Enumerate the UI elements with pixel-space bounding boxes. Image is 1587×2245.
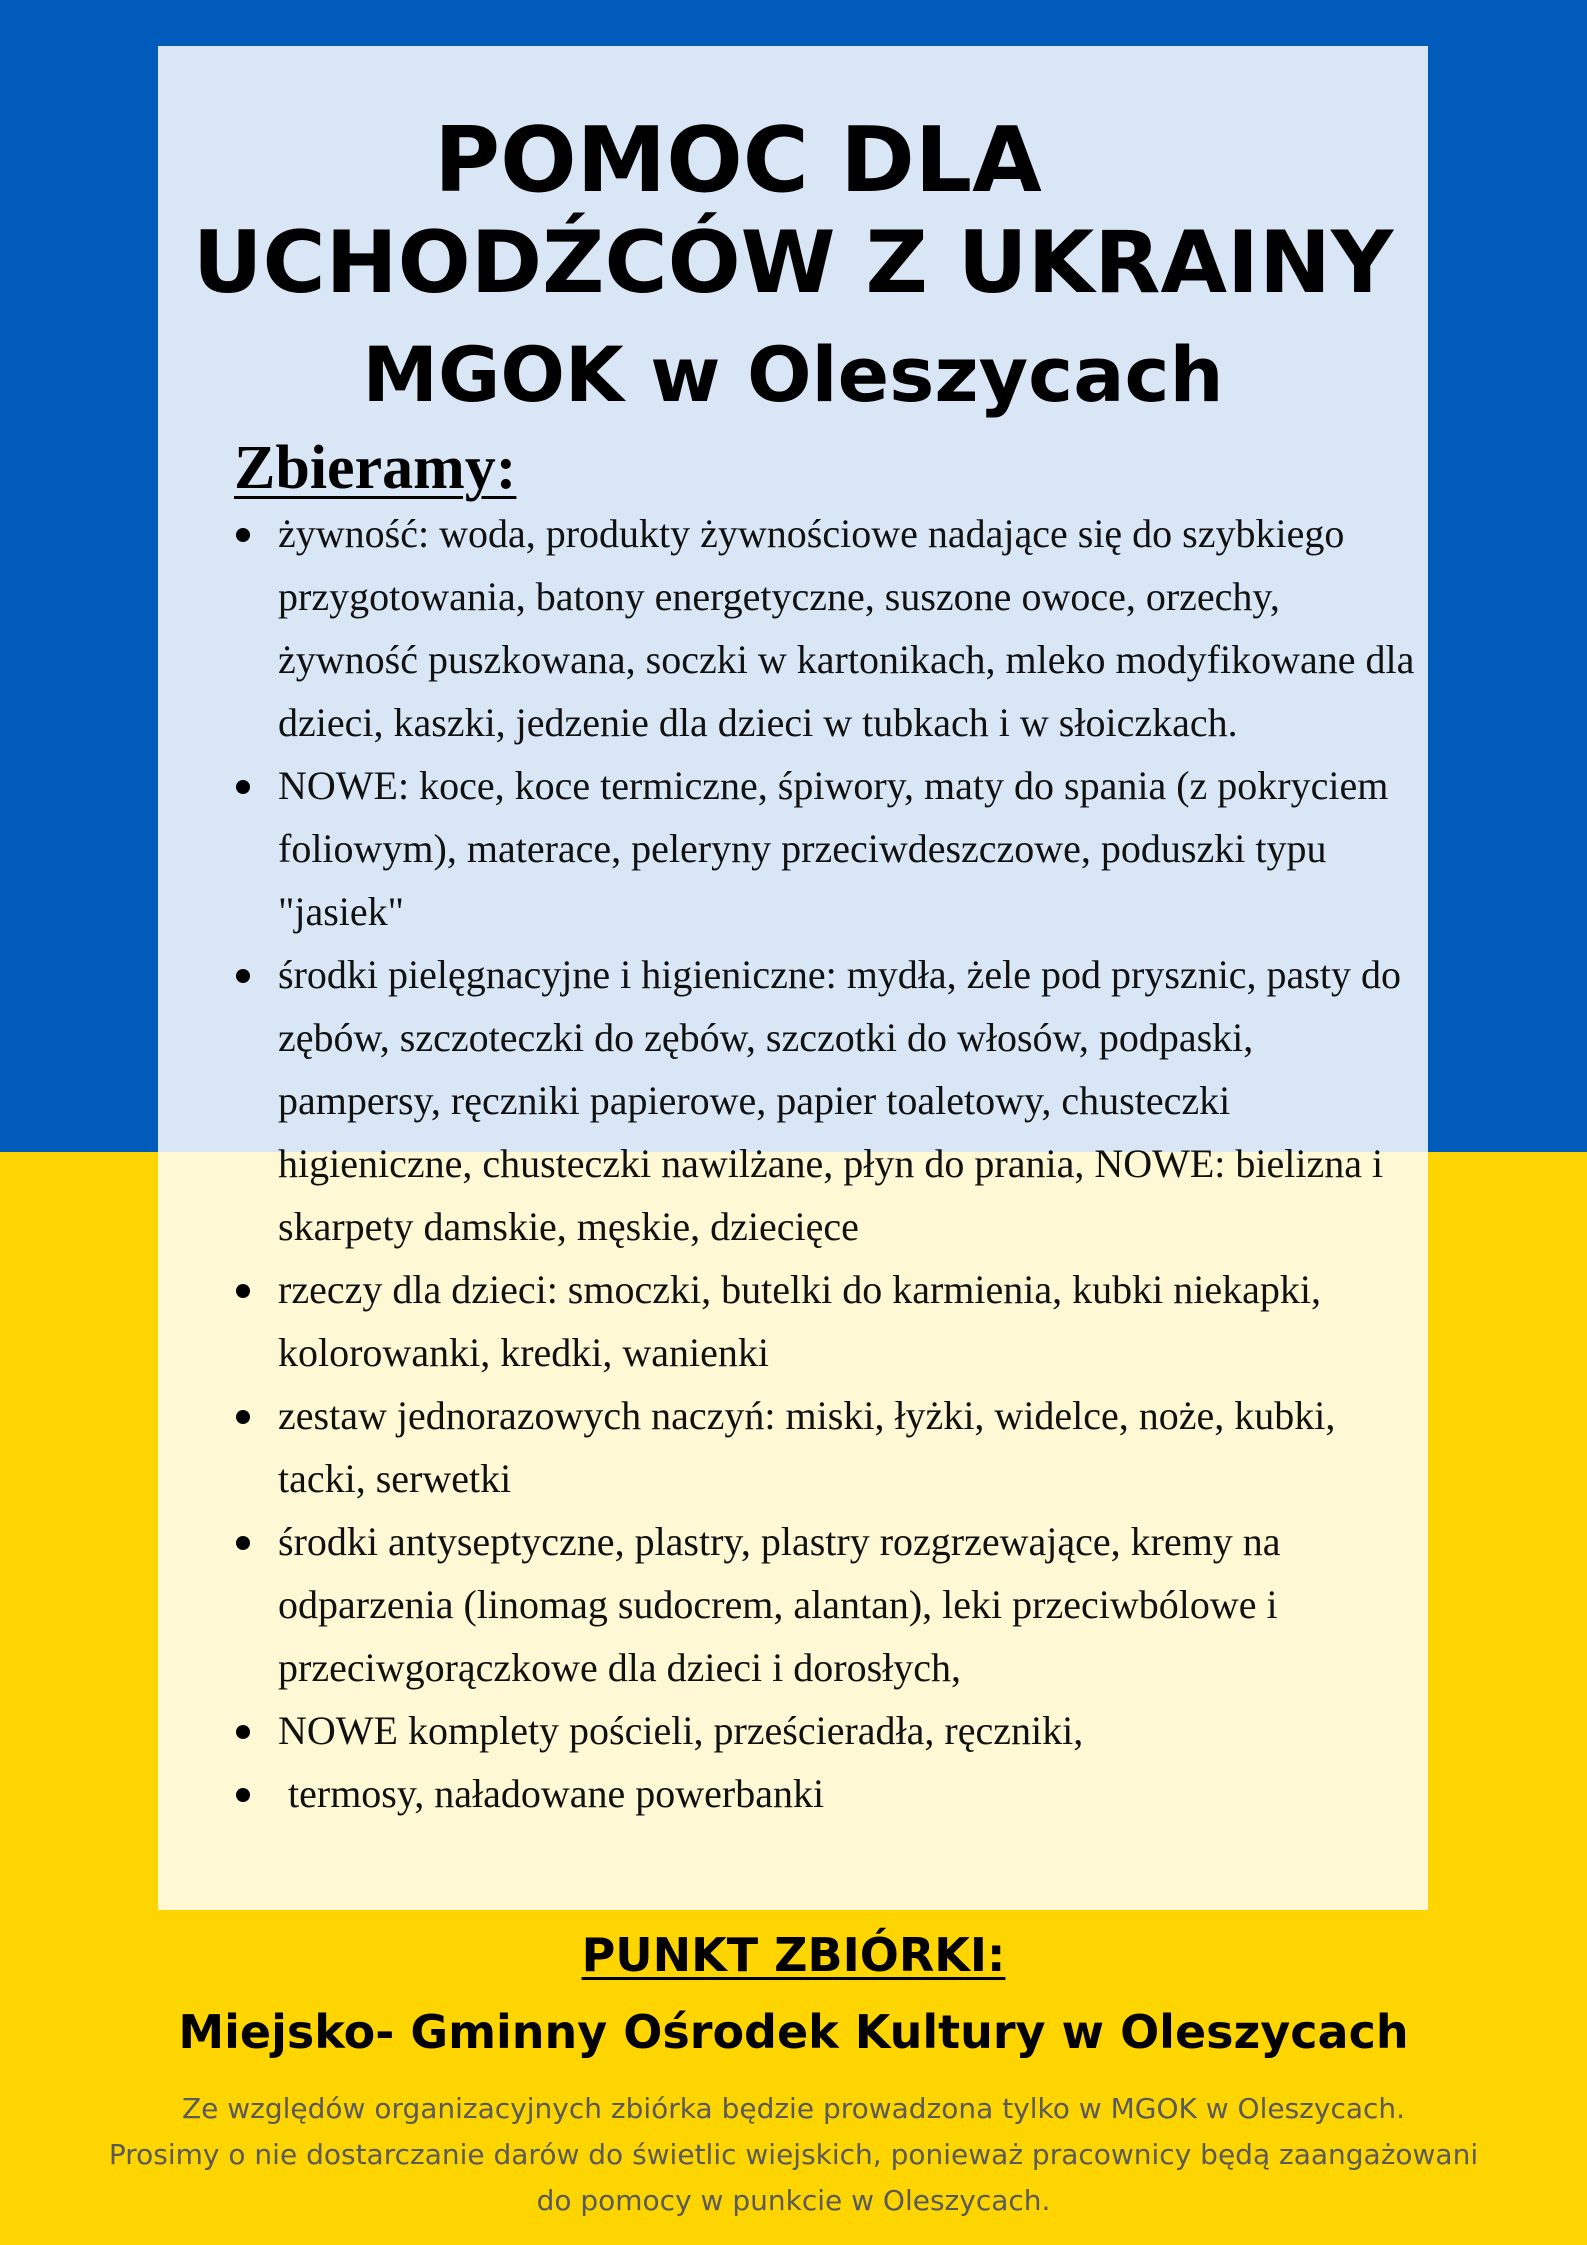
subtitle: MGOK w Oleszycach: [362, 330, 1224, 419]
list-item: rzeczy dla dzieci: smoczki, butelki do karmienia, kubki niekapki, kolorowanki, kredki, wanienki: [236, 1258, 1416, 1384]
list-item: termosy, naładowane powerbanki: [236, 1762, 1416, 1825]
note-line: Prosimy o nie dostarczanie darów do świetlic wiejskich, ponieważ pracownicy będą zaangażowani: [108, 2138, 1479, 2171]
collection-point-heading: PUNKT ZBIÓRKI:: [581, 1928, 1006, 1982]
content-panel: [158, 46, 1428, 1910]
list-item: żywność: woda, produkty żywnościowe nadające się do szybkiego przygotowania, batony energetyczne, suszone owoce, orzechy, żywność puszkowana, soczki w kartonikach, mleko modyfikowane dla dzieci, kaszki, jedzenie dla dzieci w tubkach i w słoiczkach.: [236, 502, 1416, 754]
list-item: NOWE: koce, koce termiczne, śpiwory, maty do spania (z pokryciem foliowym), materace, peleryny przeciwdeszczowe, poduszki typu "jasiek": [236, 754, 1416, 943]
title-line-2: UCHODŹCÓW Z UKRAINY: [192, 213, 1394, 313]
footer-note: [0, 2086, 1587, 2224]
collection-heading: Zbieramy:: [234, 434, 517, 502]
title-line-1: POMOC DLA: [434, 108, 1042, 213]
list-item: NOWE komplety pościeli, prześcieradła, ręczniki,: [236, 1699, 1416, 1762]
list-item: zestaw jednorazowych naczyń: miski, łyżki, widelce, noże, kubki, tacki, serwetki: [236, 1384, 1416, 1510]
list-item: środki pielęgnacyjne i higieniczne: mydła, żele pod prysznic, pasty do zębów, szczoteczki do zębów, szczotki do włosów, podpaski, pampersy, ręczniki papierowe, papier toaletowy, chusteczki higieniczne, chusteczki nawilżane, płyn do prania, NOWE: bielizna i skarpety damskie, męskie, dziecięce: [236, 943, 1416, 1258]
note-line: do pomocy w punkcie w Oleszycach.: [536, 2184, 1051, 2217]
collection-list: [236, 502, 1416, 1825]
venue-name: Miejsko- Gminny Ośrodek Kultury w Oleszycach: [178, 2005, 1409, 2059]
note-line: Ze względów organizacyjnych zbiórka będzie prowadzona tylko w MGOK w Oleszycach.: [181, 2092, 1406, 2125]
list-item: środki antyseptyczne, plastry, plastry rozgrzewające, kremy na odparzenia (linomag sudocrem, alantan), leki przeciwbólowe i przeciwgorączkowe dla dzieci i dorosłych,: [236, 1510, 1416, 1699]
